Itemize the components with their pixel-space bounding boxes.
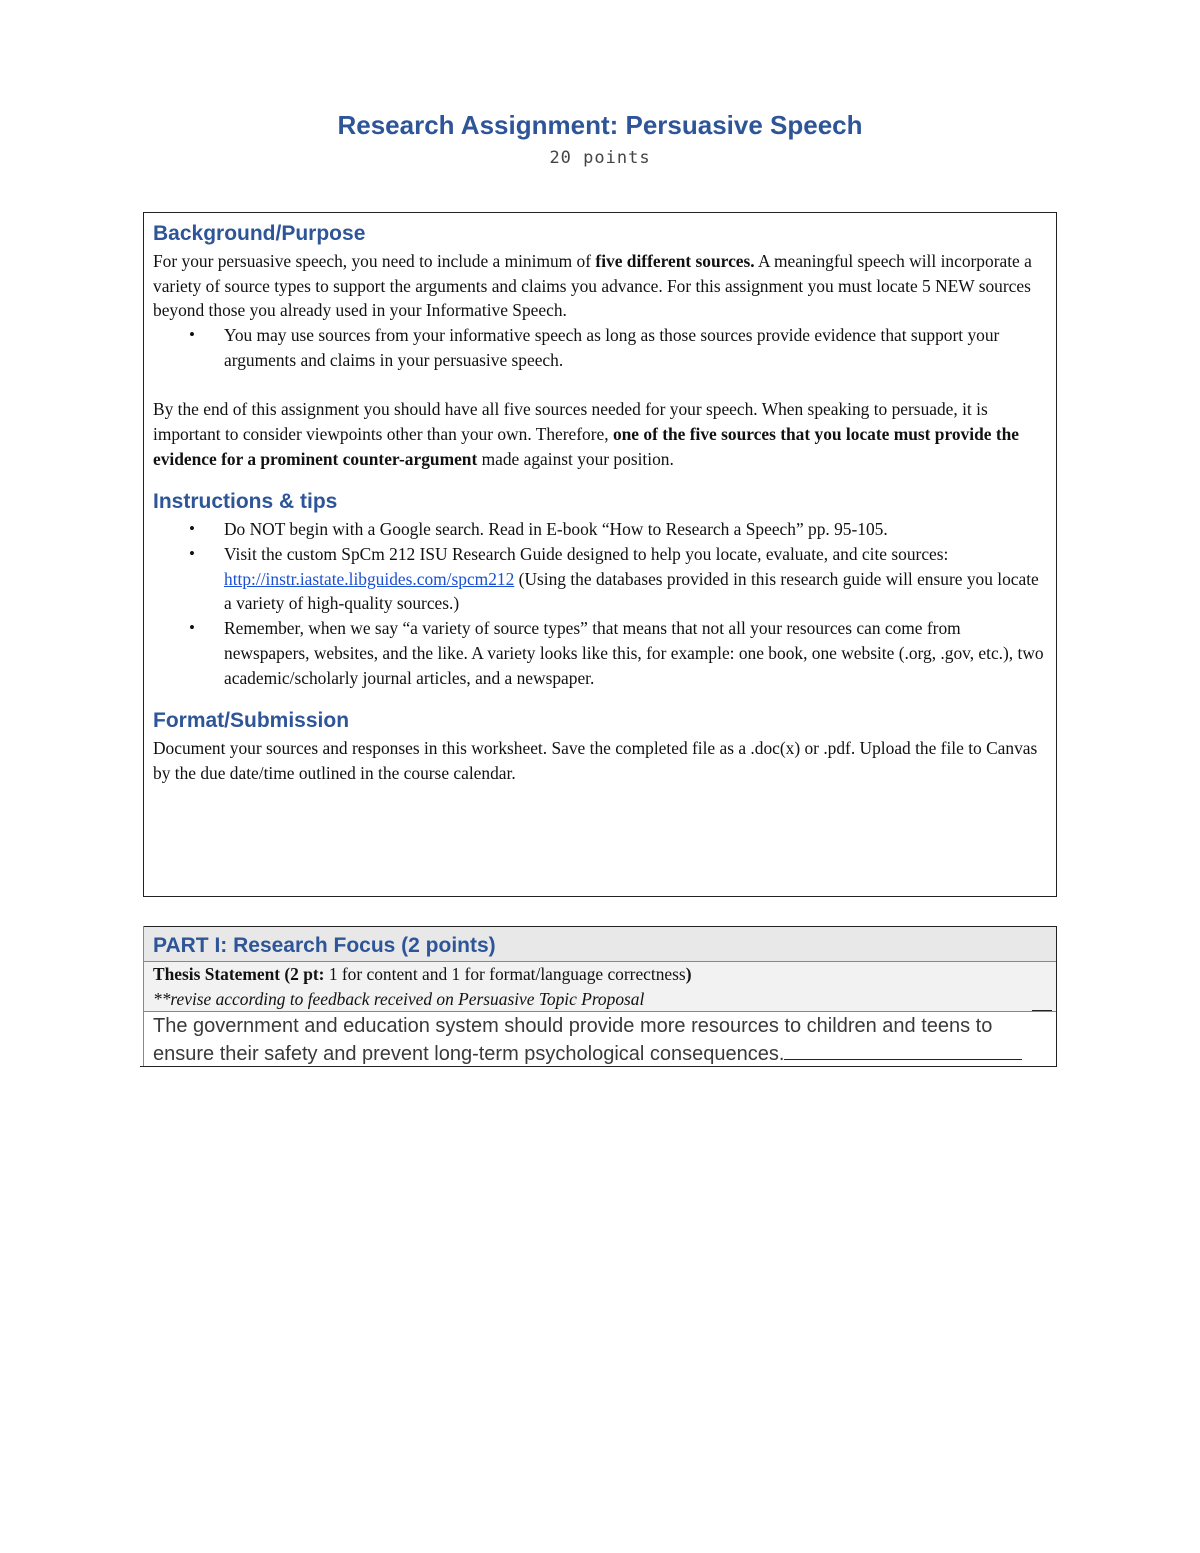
instructions-bullet-list bbox=[153, 517, 1047, 690]
background-p1-text-a: For your persuasive speech, you need to include a minimum of bbox=[153, 251, 596, 271]
background-p1-bold: five different sources. bbox=[595, 251, 755, 271]
thesis-answer-cell[interactable] bbox=[144, 1012, 1056, 1067]
bullet-icon: • bbox=[189, 519, 195, 539]
thesis-note: **revise according to feedback received on Persuasive Topic Proposal bbox=[153, 989, 645, 1009]
thesis-answer-text: The government and education system should provide more resources to children and teens to ensure their safety and prevent long-term psychological consequences. bbox=[153, 1015, 993, 1065]
background-paragraph-1 bbox=[153, 249, 1047, 323]
list-item bbox=[153, 323, 1047, 372]
instructions-bullet-2-text-b: (Using the databases provided in this research guide will ensure you locate a variety of high-quality sources.) bbox=[224, 568, 1039, 614]
bullet-icon: • bbox=[189, 618, 195, 638]
thesis-label-close: ) bbox=[685, 964, 692, 984]
thesis-label bbox=[153, 962, 1047, 987]
divider bbox=[140, 1066, 146, 1067]
background-bullet-list bbox=[153, 323, 1047, 372]
background-bullet-text: You may use sources from your informative speech as long as those sources provide evidence that support your arguments and claims in your persuasive speech. bbox=[224, 325, 1000, 370]
list-item bbox=[153, 542, 1047, 616]
background-p2-text-a: By the end of this assignment you should have all five sources needed for your speech. When speaking to persuade, it is important to consider viewpoints other than your own. Therefore, bbox=[153, 399, 988, 444]
part1-table bbox=[143, 926, 1057, 1067]
instructions-bullet-2-text-a: Visit the custom SpCm 212 ISU Research Guide designed to help you locate, evaluate, and cite sources: bbox=[224, 544, 949, 565]
thesis-label-row bbox=[144, 962, 1056, 1012]
format-heading: Format/Submission bbox=[153, 709, 350, 733]
thesis-label-rest: 1 for content and 1 for format/language correctness bbox=[324, 964, 686, 984]
page-title: Research Assignment: Persuasive Speech bbox=[337, 110, 863, 140]
research-guide-link[interactable]: http://instr.iastate.libguides.com/spcm212 bbox=[224, 568, 515, 589]
instructions-bullet-1-text: Do NOT begin with a Google search. Read in E-book “How to Research a Speech” pp. 95-105. bbox=[224, 519, 888, 540]
points-subtitle: 20 points bbox=[549, 148, 651, 168]
divider bbox=[1032, 1010, 1052, 1011]
bullet-icon: • bbox=[189, 325, 195, 345]
bullet-icon: • bbox=[189, 544, 195, 564]
list-item bbox=[153, 517, 1047, 542]
instructions-bullet-3-text: Remember, when we say “a variety of source types” that means that not all your resources can come from newspapers, websites, and the like. A variety looks like this, for example: one book, one website (.org, .gov, etc.), two academic/scholarly journal articles, and a newspaper. bbox=[224, 618, 1044, 688]
thesis-label-bold: Thesis Statement (2 pt: bbox=[153, 964, 325, 984]
background-p2-bold: one of the five sources that you locate must provide the evidence for a prominent counter-argument bbox=[153, 423, 1020, 469]
instructions-heading: Instructions & tips bbox=[153, 490, 338, 514]
format-paragraph: Document your sources and responses in this worksheet. Save the completed file as a .doc(x) or .pdf. Upload the file to Canvas by the due date/time outlined in the course calendar. bbox=[153, 738, 1038, 783]
background-p2-text-b: made against your position. bbox=[477, 448, 674, 469]
part1-heading: PART I: Research Focus (2 points) bbox=[153, 934, 496, 957]
assignment-overview-box bbox=[143, 212, 1057, 897]
divider bbox=[784, 1058, 1022, 1060]
background-paragraph-2 bbox=[153, 397, 1047, 471]
list-item bbox=[153, 616, 1047, 690]
background-heading: Background/Purpose bbox=[153, 222, 366, 245]
part1-header-row bbox=[144, 926, 1056, 962]
background-p1-text-b: A meaningful speech will incorporate a variety of source types to support the arguments and claims you advance. For this assignment you must locate 5 NEW sources beyond those you already used in your Informative Speech. bbox=[153, 251, 1032, 321]
